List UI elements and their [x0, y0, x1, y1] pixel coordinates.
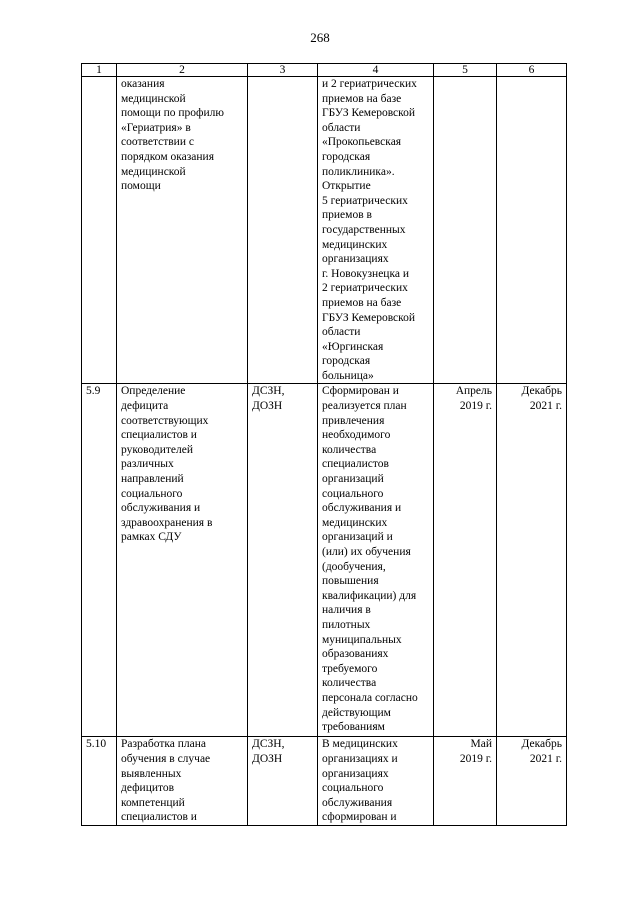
result-cell: и 2 гериатрических приемов на базе ГБУЗ Кемеровской области «Прокопьевская городская поликлиника». Открытие 5 гериатрических приемов в государственных медицинских организациях г. Новокузнецка и 2 гериатрических приемов на базе ГБУЗ Кемеровской области «Юргинская городская больница» — [318, 77, 434, 384]
result-cell: Сформирован и реализуется план привлечения необходимого количества специалистов организаций социального обслуживания и медицинских организаций и (или) их обучения (дообучения, повышения квалификации) для наличия в пилотных муниципальных образованиях требуемого количества персонала согласно действующим требованиям — [318, 384, 434, 737]
column-header: 3 — [248, 64, 318, 77]
row-number-cell: 5.10 — [82, 737, 117, 826]
end-date-cell: Декабрь 2021 г. — [497, 737, 567, 826]
column-header: 2 — [117, 64, 248, 77]
table-header-row — [82, 64, 567, 77]
end-date-cell — [497, 77, 567, 384]
table-row — [82, 737, 567, 826]
measure-name-cell: Разработка плана обучения в случае выявленных дефицитов компетенций специалистов и — [117, 737, 248, 826]
column-header: 1 — [82, 64, 117, 77]
result-cell: В медицинских организациях и организациях социального обслуживания сформирован и — [318, 737, 434, 826]
end-date-cell: Декабрь 2021 г. — [497, 384, 567, 737]
table-row — [82, 384, 567, 737]
column-header: 6 — [497, 64, 567, 77]
measures-table — [81, 63, 567, 826]
column-header: 5 — [434, 64, 497, 77]
start-date-cell — [434, 77, 497, 384]
table-row — [82, 77, 567, 384]
measure-name-cell: оказания медицинской помощи по профилю «Гериатрия» в соответствии с порядком оказания медицинской помощи — [117, 77, 248, 384]
measure-name-cell: Определение дефицита соответствующих специалистов и руководителей различных направлений социального обслуживания и здравоохранения в рамках СДУ — [117, 384, 248, 737]
executor-cell: ДСЗН, ДОЗН — [248, 384, 318, 737]
start-date-cell: Май 2019 г. — [434, 737, 497, 826]
row-number-cell: 5.9 — [82, 384, 117, 737]
column-header: 4 — [318, 64, 434, 77]
executor-cell — [248, 77, 318, 384]
page-number: 268 — [310, 30, 330, 45]
row-number-cell — [82, 77, 117, 384]
start-date-cell: Апрель 2019 г. — [434, 384, 497, 737]
executor-cell: ДСЗН, ДОЗН — [248, 737, 318, 826]
